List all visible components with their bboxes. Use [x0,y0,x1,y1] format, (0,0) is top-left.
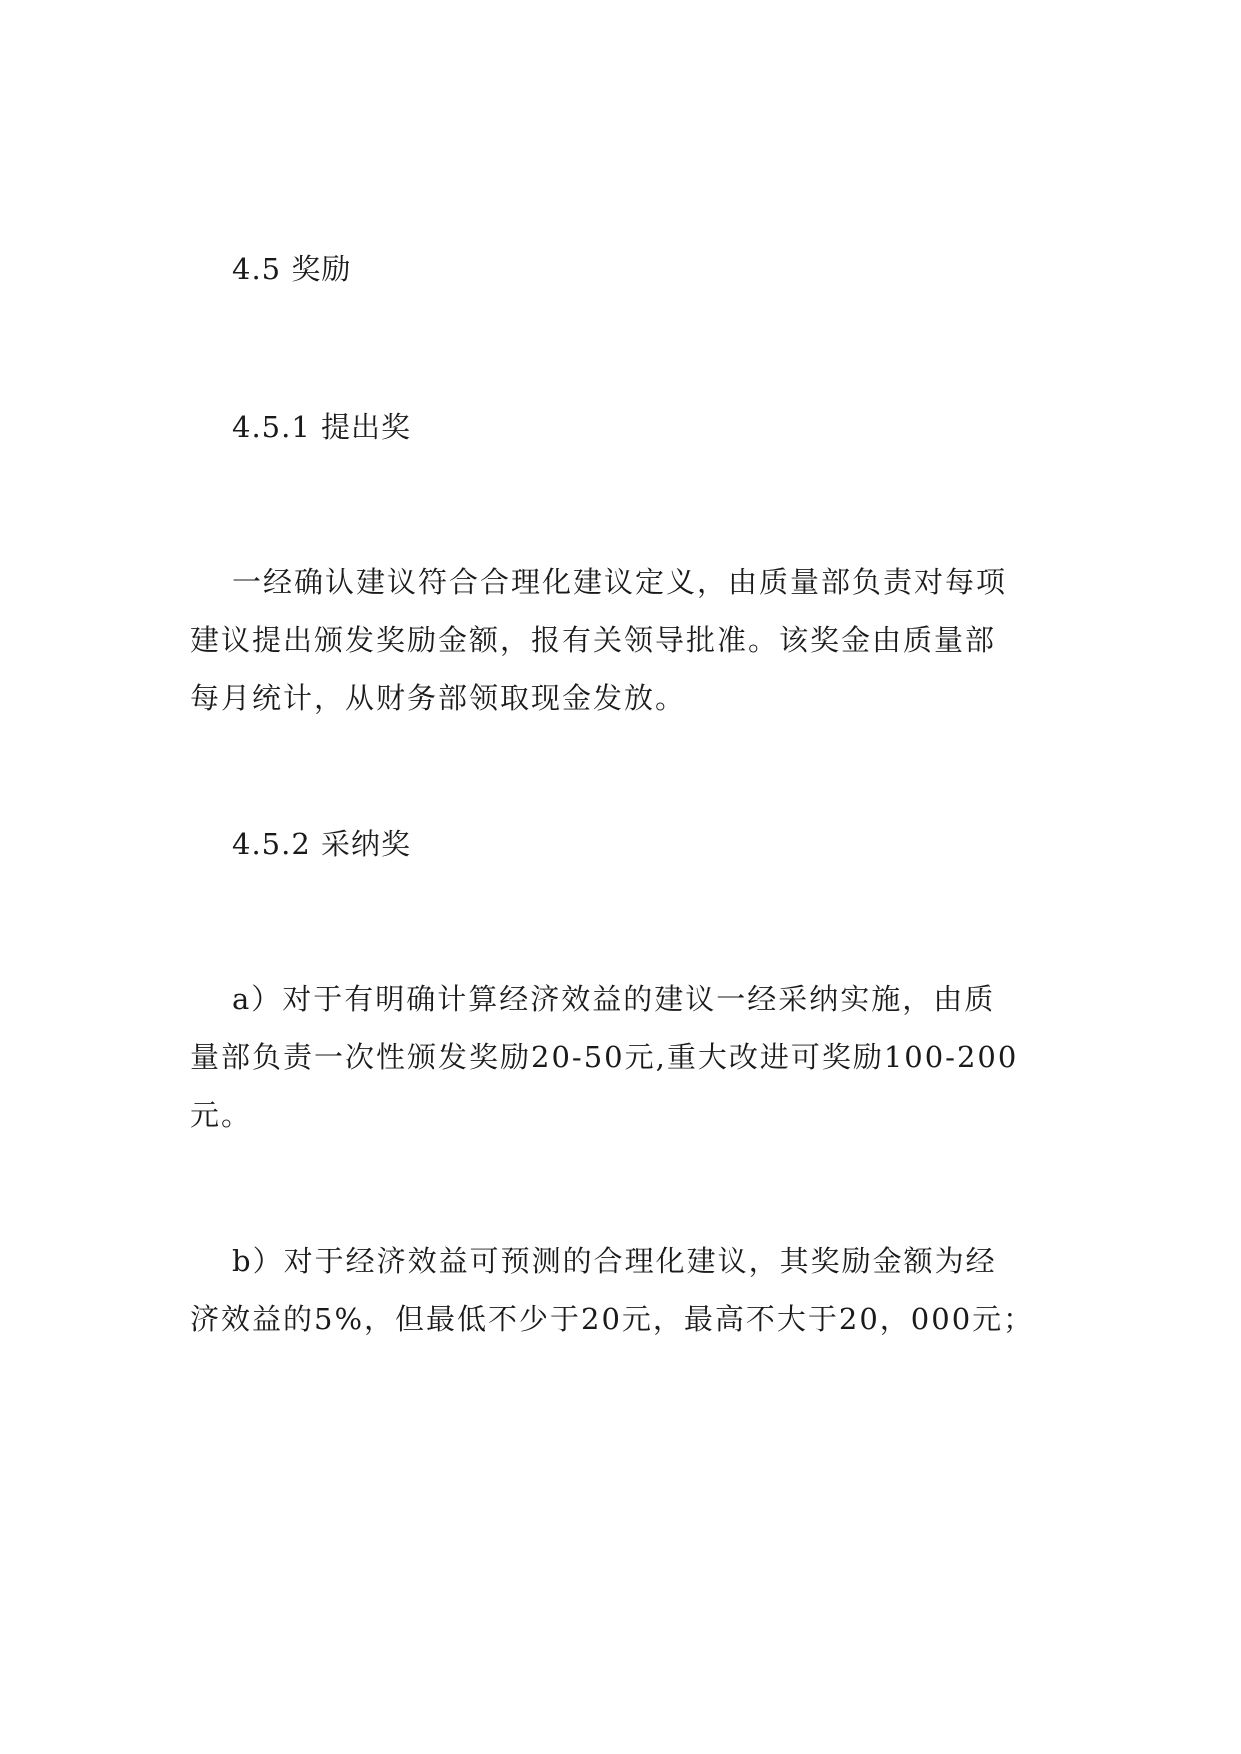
section-heading-4-5-2: 4.5.2 采纳奖 [232,827,412,861]
paragraph-adoption-award-a [190,970,1070,1144]
section-heading-4-5: 4.5 奖励 [232,252,352,286]
section-heading-4-5-1: 4.5.1 提出奖 [232,410,412,444]
paragraph-line: b）对于经济效益可预测的合理化建议，其奖励金额为经 [232,1244,997,1278]
paragraph-adoption-award-b [190,1232,1070,1348]
paragraph-proposal-award [190,553,1070,727]
paragraph-line: 量部负责一次性颁发奖励20-50元,重大改进可奖励100-200 [190,1040,1019,1074]
paragraph-line: 每月统计，从财务部领取现金发放。 [190,681,687,715]
paragraph-line: 建议提出颁发奖励金额，报有关领导批准。该奖金由质量部 [190,623,997,657]
paragraph-line: a）对于有明确计算经济效益的建议一经采纳实施，由质 [232,982,996,1016]
paragraph-line: 一经确认建议符合合理化建议定义，由质量部负责对每项 [232,565,1008,599]
paragraph-line: 元。 [190,1098,253,1132]
paragraph-line: 济效益的5%，但最低不少于20元，最高不大于20，000元； [190,1302,1035,1336]
